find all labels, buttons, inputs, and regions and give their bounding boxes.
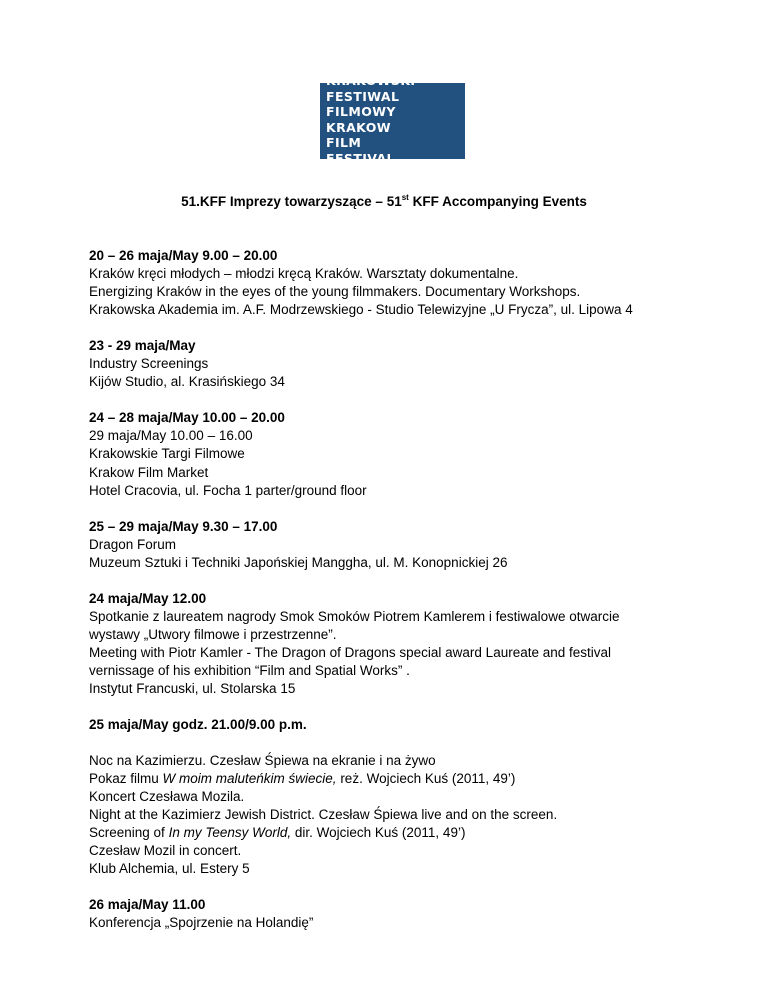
- logo-text: [326, 73, 415, 167]
- event-line: Hotel Cracovia, ul. Focha 1 parter/ground floor: [89, 482, 367, 498]
- events-list: [89, 247, 729, 950]
- event-item: [89, 896, 729, 932]
- logo-line: KRAKOW: [326, 119, 391, 135]
- title-english: KFF Accompanying Events: [408, 194, 587, 209]
- event-date: 25 maja/May godz. 21.00/9.00 p.m.: [89, 716, 307, 732]
- event-line: Konferencja „Spojrzenie na Holandię”: [89, 915, 314, 931]
- event-line: Spotkanie z laureatem nagrody Smok Smoków Piotrem Kamlerem i festiwalowe otwarcie: [89, 608, 620, 624]
- event-item: [89, 409, 729, 499]
- event-line: Kijów Studio, al. Krasińskiego 34: [89, 374, 285, 390]
- event-date: 25 – 29 maja/May 9.30 – 17.00: [89, 518, 278, 534]
- event-line: Czesław Mozil in concert.: [89, 843, 242, 859]
- event-item: [89, 518, 729, 572]
- event-item: [89, 247, 729, 319]
- event-item: [89, 716, 729, 879]
- event-line: Noc na Kazimierzu. Czesław Śpiewa na ekranie i na żywo: [89, 752, 436, 768]
- title-superscript: st: [401, 192, 409, 202]
- event-date: 20 – 26 maja/May 9.00 – 20.00: [89, 248, 278, 263]
- event-line: Night at the Kazimierz Jewish District. Czesław Śpiewa live and on the screen.: [89, 807, 558, 823]
- event-date: 24 maja/May 12.00: [89, 590, 207, 606]
- text-segment: dir. Wojciech Kuś (2011, 49’): [291, 825, 466, 841]
- event-line: Koncert Czesława Mozila.: [89, 789, 245, 805]
- title-polish: 51.KFF Imprezy towarzyszące – 51: [181, 194, 402, 209]
- event-line: 29 maja/May 10.00 – 16.00: [89, 428, 253, 444]
- festival-logo: [320, 73, 465, 166]
- page-title: [0, 193, 768, 211]
- film-title: In my Teensy World,: [168, 825, 292, 841]
- event-line: vernissage of his exhibition “Film and Spatial Works” .: [89, 662, 410, 678]
- event-line: [89, 824, 729, 842]
- event-line: Krakowskie Targi Filmowe: [89, 446, 245, 462]
- event-line: Klub Alchemia, ul. Estery 5: [89, 861, 250, 877]
- event-item: [89, 590, 729, 699]
- event-line: Muzeum Sztuki i Techniki Japońskiej Manggha, ul. M. Konopnickiej 26: [89, 554, 508, 570]
- event-date: 26 maja/May 11.00: [89, 897, 206, 913]
- logo-line: FILMOWY: [326, 104, 396, 120]
- event-line: Krakowska Akademia im. A.F. Modrzewskiego - Studio Telewizyjne „U Frycza”, ul. Lipowa 4: [89, 302, 633, 318]
- event-line: Krakow Film Market: [89, 464, 209, 480]
- text-segment: reż. Wojciech Kuś (2011, 49’): [336, 770, 516, 786]
- film-title: W moim maluteńkim świecie,: [162, 770, 337, 786]
- event-line: Industry Screenings: [89, 356, 209, 372]
- logo-line: KRAKOWSKI: [326, 73, 416, 88]
- event-line: Energizing Kraków in the eyes of the young filmmakers. Documentary Workshops.: [89, 284, 581, 300]
- event-line: wystawy „Utwory filmowe i przestrzenne”.: [89, 626, 337, 642]
- event-line: [89, 770, 729, 788]
- event-line: Meeting with Piotr Kamler - The Dragon of Dragons special award Laureate and festival: [89, 644, 612, 660]
- event-line: Instytut Francuski, ul. Stolarska 15: [89, 681, 296, 697]
- logo-line: FILM: [326, 135, 362, 151]
- event-line: Kraków kręci młodych – młodzi kręcą Kraków. Warsztaty dokumentalne.: [89, 266, 519, 282]
- blank-line: [89, 734, 729, 752]
- text-segment: Pokaz filmu: [89, 770, 163, 786]
- logo-line: FESTIVAL: [326, 150, 395, 166]
- event-item: [89, 337, 729, 391]
- text-segment: Screening of: [89, 825, 169, 841]
- logo-line: FESTIWAL: [326, 88, 400, 104]
- event-date: 24 – 28 maja/May 10.00 – 20.00: [89, 410, 285, 426]
- event-line: Dragon Forum: [89, 536, 177, 552]
- event-date: 23 - 29 maja/May: [89, 338, 196, 354]
